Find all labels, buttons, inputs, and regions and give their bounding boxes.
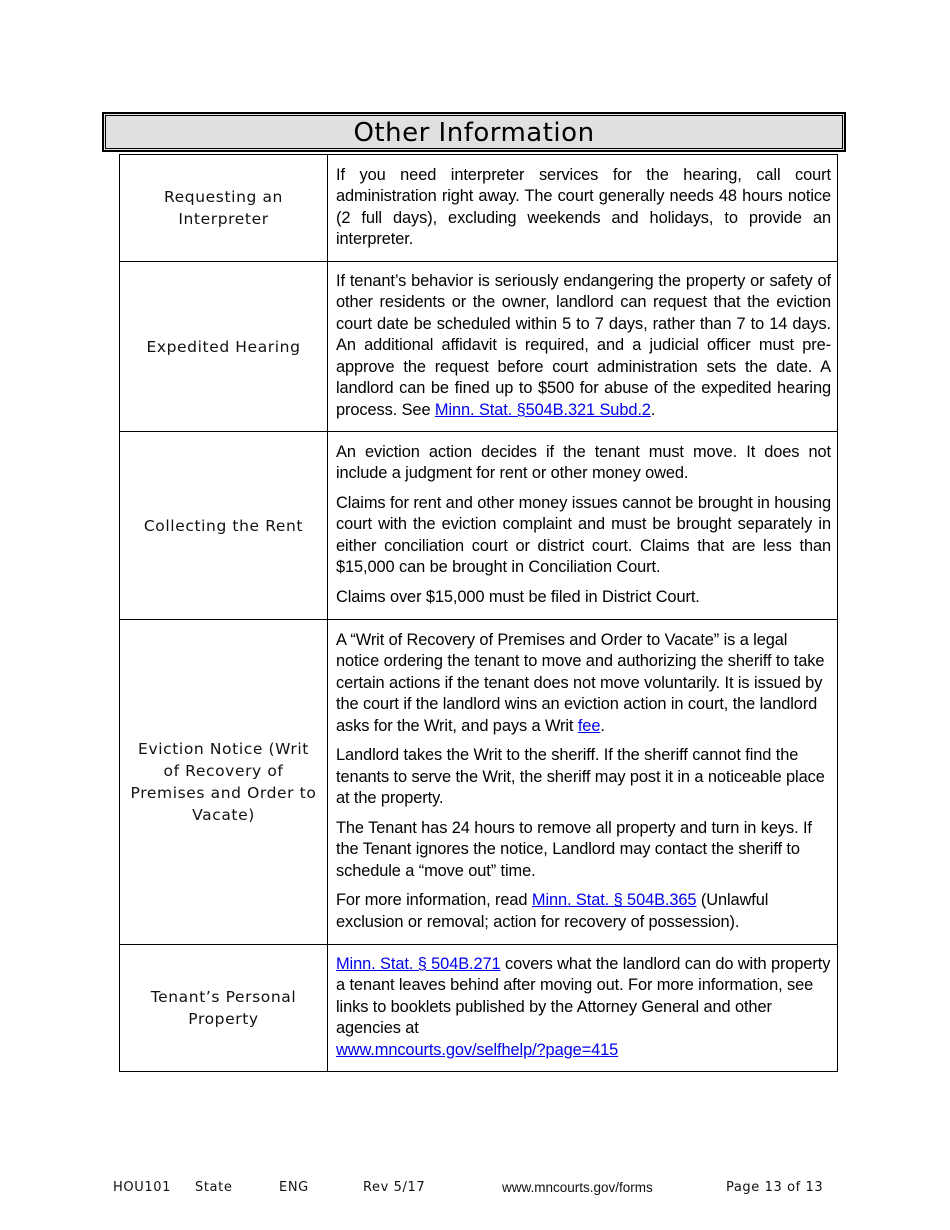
table-row — [120, 262, 838, 432]
form-id: HOU101 — [113, 1180, 171, 1195]
paragraph — [336, 954, 831, 1062]
row-label: Tenant’s Personal Property — [120, 945, 328, 1072]
paragraph-text: (Unlawful exclusion or removal; action for recovery of possession). — [336, 891, 769, 931]
paragraph: Claims over $15,000 must be filed in District Court. — [336, 587, 700, 606]
forms-url: www.mncourts.gov/forms — [502, 1180, 653, 1195]
paragraph — [336, 890, 831, 933]
selfhelp-link[interactable]: www.mncourts.gov/selfhelp/?page=415 — [336, 1040, 619, 1059]
paragraph: The Tenant has 24 hours to remove all property and turn in keys. If the Tenant ignores the notice, Landlord may contact the sheriff to schedule a “move out” time. — [336, 818, 812, 880]
page-number: Page 13 of 13 — [726, 1180, 824, 1195]
section-header — [102, 112, 846, 152]
statute-link[interactable]: Minn. Stat. § 504B.271 — [336, 954, 501, 973]
revision: Rev 5/17 — [363, 1180, 426, 1195]
paragraph — [336, 630, 831, 738]
table-row — [120, 155, 838, 262]
paragraph: An eviction action decides if the tenant must move. It does not include a judgment for rent or other money owed. — [336, 442, 831, 483]
statute-link[interactable]: Minn. Stat. § 504B.365 — [531, 891, 697, 910]
statute-link[interactable]: Minn. Stat. §504B.321 Subd.2 — [434, 400, 651, 419]
row-text: If tenant’s behavior is seriously endangering the property or safety of other residents or the owner, landlord can request that the eviction court date be scheduled within 5 to 7 days, rather than 7 to 14 days. An additional affidavit is required, and a judicial officer must pre-approve the request before court administration sets the date. A landlord can be fined up to $500 for abuse of the expedited hearing process. See — [336, 271, 831, 419]
paragraph: Landlord takes the Writ to the sheriff. If the sheriff cannot find the tenants to serve the Writ, the sheriff may post it in a noticeable place at the property. — [336, 746, 825, 808]
table-row — [120, 620, 838, 945]
table-row — [120, 432, 838, 620]
paragraph: Claims for rent and other money issues cannot be brought in housing court with the eviction complaint and must be brought separately in either conciliation court or district court. Claims that are less than $15,000 can be brought in Conciliation Court. — [336, 493, 831, 577]
paragraph-text: For more information, read — [336, 891, 532, 910]
section-title: Other Information — [353, 118, 595, 148]
row-content — [328, 262, 838, 432]
page-footer — [0, 1180, 950, 1196]
row-label: Eviction Notice (Writ of Recovery of Premises and Order to Vacate) — [120, 620, 328, 945]
row-label: Expedited Hearing — [120, 262, 328, 432]
row-text: . — [650, 400, 656, 419]
row-label: Collecting the Rent — [120, 432, 328, 620]
table-row — [120, 945, 838, 1072]
paragraph-text: A “Writ of Recovery of Premises and Order to Vacate” is a legal notice ordering the tenant to move and authorizing the sheriff to take certain actions if the tenant does not move voluntarily. It is issued by the court if the landlord wins an eviction action in court, the landlord asks for the Writ, and pays a Writ — [336, 630, 825, 735]
row-label: Requesting an Interpreter — [120, 155, 328, 262]
row-content — [328, 432, 838, 620]
row-content — [328, 155, 838, 262]
language: ENG — [279, 1180, 309, 1195]
row-content — [328, 620, 838, 945]
fee-link[interactable]: fee — [577, 716, 601, 735]
paragraph-text: covers what the landlord can do with property a tenant leaves behind after moving out. For more information, see links to booklets published by the Attorney General and other agencies at — [336, 954, 831, 1038]
row-text: If you need interpreter services for the hearing, call court administration right away. The court generally needs 48 hours notice (2 full days), excluding weekends and holidays, to provide an interpreter. — [336, 165, 831, 248]
info-table — [119, 154, 838, 1072]
row-content — [328, 945, 838, 1072]
paragraph-text: . — [600, 716, 605, 735]
jurisdiction: State — [195, 1180, 233, 1195]
